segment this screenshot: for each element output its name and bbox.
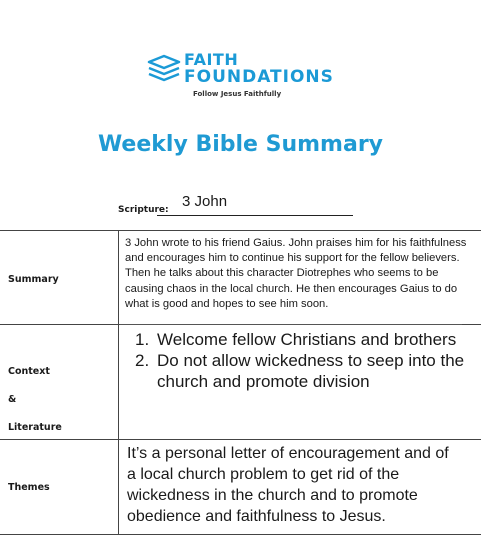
list-number: 1.: [135, 330, 150, 349]
list-text: Welcome fellow Christians and brothers: [157, 330, 457, 349]
context-list[interactable]: [135, 329, 469, 392]
scripture-value[interactable]: 3 John: [182, 193, 228, 210]
stacked-books-icon: [147, 54, 181, 84]
list-item: [135, 350, 469, 392]
summary-table: [0, 230, 481, 535]
summary-text[interactable]: 3 John wrote to his friend Gaius. John praises him for his faithfulness and encourages him to continue his support for the fellow believers. Then he talks about this character Diotrephes who seems to be causing chaos in the local church. He then encourages Gaius to do what is good and hopes to see him soon.: [125, 237, 467, 310]
context-label-line-3: Literature: [8, 422, 62, 433]
list-number: 2.: [135, 351, 150, 370]
context-row: [0, 324, 481, 439]
context-label-line-2: &: [8, 394, 17, 405]
scripture-underline: [157, 215, 353, 216]
summary-label-text: Summary: [8, 274, 59, 285]
list-text: Do not allow wickedness to seep into the church and promote division: [157, 351, 465, 391]
page-title: Weekly Bible Summary: [97, 132, 384, 157]
themes-text[interactable]: It’s a personal letter of encouragement and of a local church problem to get rid of the wickedness in the church and to promote obedience and faithfulness to Jesus.: [127, 445, 449, 525]
scripture-label: Scripture:: [118, 205, 169, 215]
logo-line-1: FAITH: [184, 50, 239, 69]
list-item: [135, 329, 469, 350]
summary-row: [0, 230, 481, 324]
faith-foundations-logo: [147, 50, 334, 110]
context-top-rule: [120, 324, 462, 325]
summary-label: [0, 231, 119, 324]
themes-label: [0, 440, 119, 534]
themes-row: [0, 439, 481, 535]
logo-tagline: Follow Jesus Faithfully: [193, 90, 282, 98]
context-label-line-1: Context: [8, 366, 50, 377]
context-label: [0, 325, 119, 439]
logo-line-2: FOUNDATIONS: [184, 67, 334, 87]
themes-label-text: Themes: [8, 482, 50, 493]
